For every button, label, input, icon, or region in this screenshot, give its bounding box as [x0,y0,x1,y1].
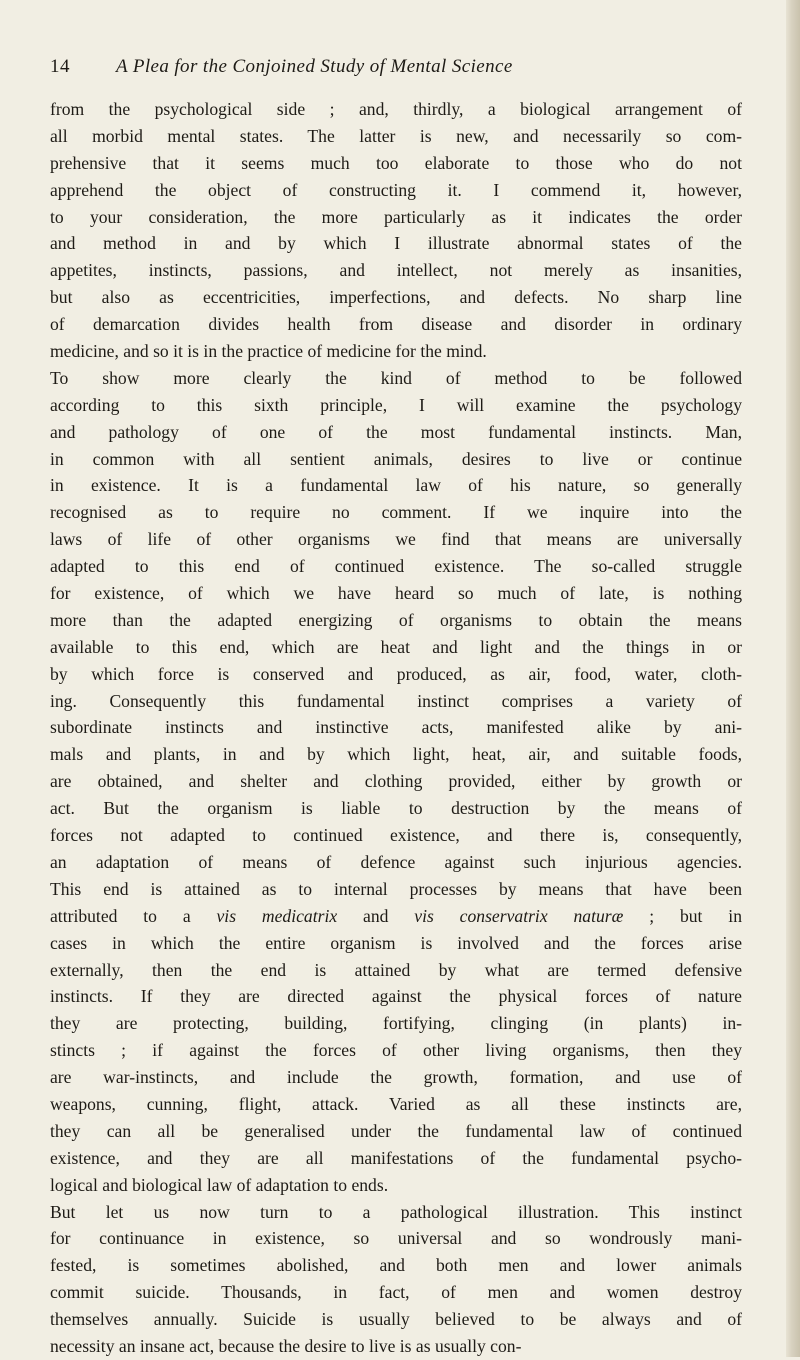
text-line [50,472,742,499]
text-line [50,284,742,311]
text-line [50,150,742,177]
text-span: To show more clearly the kind of method to be followed [50,367,742,388]
text-line [50,1064,742,1091]
text-span: logical and biological law of adaptation to ends. [50,1174,389,1195]
text-span: cases in which the entire organism is involved and the forces arise [50,932,742,953]
text-line [50,365,742,392]
text-span: fested, is sometimes abolished, and both men and lower animals [50,1255,742,1276]
text-span: appetites, instincts, passions, and intellect, not merely as insanities, [50,260,742,281]
text-span: medicine, and so it is in the practice of medicine for the mind. [50,341,487,362]
text-span: and pathology of one of the most fundamental instincts. Man, [50,421,742,442]
text-line [50,1225,742,1252]
text-span: ; but in [623,905,742,926]
text-line [50,876,742,903]
page-header [50,56,750,86]
text-line [50,1118,742,1145]
text-span: they can all be generalised under the fundamental law of continued [50,1120,742,1141]
text-span: stincts ; if against the forces of other living organisms, then they [50,1040,742,1061]
text-line [50,123,742,150]
text-span: of demarcation divides health from disease and disorder in ordinary [50,314,742,335]
text-span: from the psychological side ; and, thirdly, a biological arrangement of [50,99,742,119]
text-line [50,1010,742,1037]
text-line [50,795,742,822]
text-line [50,257,742,284]
text-span: act. But the organism is liable to destruction by the means of [50,798,742,819]
text-line [50,849,742,876]
text-span: themselves annually. Suicide is usually believed to be always and of [50,1309,742,1330]
text-span: This end is attained as to internal processes by means that have been [50,878,742,899]
text-line [50,553,742,580]
text-span: to your consideration, the more particularly as it indicates the order [50,206,742,227]
text-line [50,1279,742,1306]
text-span: are obtained, and shelter and clothing provided, either by growth or [50,771,742,792]
text-line [50,714,742,741]
text-span: subordinate instincts and instinctive acts, manifested alike by ani- [50,717,742,738]
text-line [50,688,742,715]
page-number: 14 [50,56,70,77]
text-span: but also as eccentricities, imperfections, and defects. No sharp line [50,287,742,308]
text-line [50,661,742,688]
text-span: for continuance in existence, so universal and so wondrously mani- [50,1228,742,1249]
text-span: for existence, of which we have heard so much of late, is nothing [50,583,742,604]
text-span: are war-instincts, and include the growth, formation, and use of [50,1067,742,1088]
text-span: more than the adapted energizing of organisms to obtain the means [50,609,742,630]
text-span: weapons, cunning, flight, attack. Varied as all these instincts are, [50,1093,742,1114]
text-span: and [337,905,415,926]
text-line [50,1037,742,1064]
text-line [50,634,742,661]
text-line [50,768,742,795]
text-line [50,1252,742,1279]
text-span: laws of life of other organisms we find that means are universally [50,529,742,550]
text-span: forces not adapted to continued existence, and there is, consequently, [50,825,742,846]
text-span: in common with all sentient animals, desires to live or continue [50,448,742,469]
text-span: in existence. It is a fundamental law of his nature, so generally [50,475,742,496]
text-line [50,446,742,473]
text-span: commit suicide. Thousands, in fact, of men and women destroy [50,1282,742,1303]
text-span: mals and plants, in and by which light, heat, air, and suitable foods, [50,744,742,765]
text-line [50,930,742,957]
text-line [50,338,742,365]
text-line [50,1199,742,1226]
text-line [50,1306,742,1333]
text-span: externally, then the end is attained by what are termed defensive [50,959,742,980]
body-text [50,96,742,1360]
text-span: adapted to this end of continued existence. The so-called struggle [50,556,742,577]
text-line [50,1091,742,1118]
text-span: and method in and by which I illustrate abnormal states of the [50,233,742,254]
text-span: apprehend the object of constructing it. I commend it, however, [50,179,742,200]
text-line [50,580,742,607]
text-span: prehensive that it seems much too elaborate to those who do not [50,152,742,173]
text-span: necessity an insane act, because the desire to live is as usually con- [50,1335,522,1356]
text-line [50,741,742,768]
text-line [50,526,742,553]
text-span: instincts. If they are directed against the physical forces of nature [50,986,742,1007]
text-line [50,311,742,338]
text-line [50,983,742,1010]
text-line [50,177,742,204]
italic-text: vis medicatrix [216,905,338,926]
text-line [50,1145,742,1172]
text-line [50,419,742,446]
text-line [50,204,742,231]
text-line [50,392,742,419]
text-span: recognised as to require no comment. If we inquire into the [50,502,742,523]
running-title: A Plea for the Conjoined Study of Mental Science [116,56,513,77]
text-span: available to this end, which are heat and light and the things in or [50,636,742,657]
text-span: ing. Consequently this fundamental instinct comprises a variety of [50,690,742,711]
italic-text: vis conservatrix naturæ [414,905,624,926]
text-line [50,230,742,257]
text-span: But let us now turn to a pathological illustration. This instinct [50,1201,742,1222]
text-span: attributed to a [50,905,217,926]
page-edge-shadow [786,0,800,1357]
text-span: existence, and they are all manifestations of the fundamental psycho- [50,1147,742,1168]
text-span: according to this sixth principle, I will examine the psychology [50,394,742,415]
text-line [50,1172,742,1199]
text-line [50,96,742,123]
text-span: they are protecting, building, fortifying, clinging (in plants) in- [50,1013,742,1034]
text-line [50,903,742,930]
text-line [50,957,742,984]
text-line [50,607,742,634]
text-line [50,499,742,526]
text-span: all morbid mental states. The latter is new, and necessarily so com- [50,125,742,146]
text-line [50,822,742,849]
text-span: by which force is conserved and produced, as air, food, water, cloth- [50,663,742,684]
text-line [50,1333,742,1360]
text-span: an adaptation of means of defence against such injurious agencies. [50,851,742,872]
